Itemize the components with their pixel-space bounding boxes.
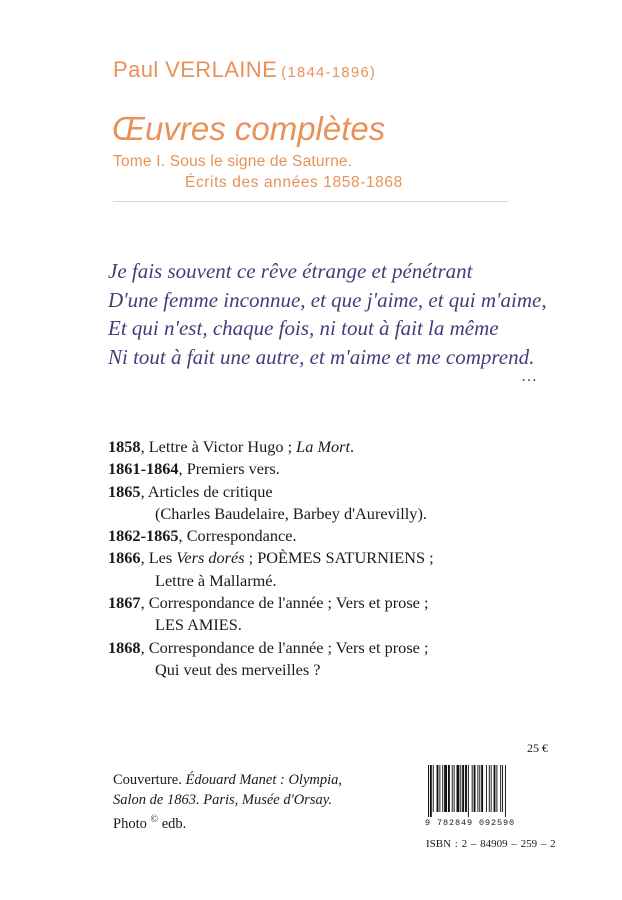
poem-line: Et qui n'est, chaque fois, ni tout à fait la même: [108, 316, 499, 340]
barcode-bar: [433, 765, 434, 812]
credit-artwork: Édouard Manet : Olympia,: [185, 772, 343, 788]
barcode-bar: [430, 765, 432, 817]
barcode-bar: [481, 765, 483, 812]
chronology-year: 1861-1864: [108, 459, 179, 479]
barcode: [427, 765, 542, 817]
chronology-list: [108, 436, 434, 681]
chronology-item: [108, 481, 434, 503]
barcode-bar: [457, 765, 460, 812]
poem-line: Ni tout à fait une autre, et m'aime et me comprend.: [108, 344, 535, 369]
barcode-bar: [442, 765, 443, 812]
chronology-continuation: LES AMIES.: [155, 615, 242, 635]
chronology-text: .: [350, 437, 355, 456]
author-heading: [113, 57, 376, 83]
isbn-label: ISBN : 2 – 84909 – 259 – 2: [426, 838, 556, 850]
tome-subtitle: Tome I. Sous le signe de Saturne.: [113, 153, 353, 170]
chronology-item: [108, 547, 434, 569]
barcode-bar: [460, 765, 461, 812]
barcode-bar: [439, 765, 440, 812]
credit-photo: Photo: [113, 815, 147, 832]
barcode-bar: [452, 765, 453, 812]
barcode-bar: [437, 765, 439, 812]
barcode-bar: [474, 765, 476, 812]
barcode-bar: [448, 765, 450, 812]
copyright-symbol: ©: [150, 814, 159, 825]
chronology-item: [108, 592, 434, 614]
chronology-continuation: (Charles Baudelaire, Barbey d'Aurevilly).: [155, 503, 427, 523]
chronology-year: 1868: [108, 637, 141, 657]
chronology-year: 1866: [108, 548, 141, 568]
chronology-item: [108, 458, 434, 480]
barcode-bar: [479, 765, 480, 812]
barcode-bars: [428, 765, 506, 817]
cover-credit: [113, 771, 342, 834]
price-label: 25 €: [527, 741, 548, 755]
barcode-bar: [500, 765, 501, 812]
barcode-digits: 9 782849 092590: [425, 818, 516, 828]
barcode-bar: [489, 765, 490, 812]
chronology-year: 1862-1865: [108, 526, 179, 546]
barcode-bar: [468, 765, 469, 817]
author-name: Paul VERLAINE: [113, 57, 278, 82]
chronology-italic: Vers dorés: [176, 548, 245, 568]
credit-couverture: Couverture.: [113, 772, 182, 788]
book-title: Œuvres complètes: [112, 110, 386, 147]
author-years: (1844-1896): [281, 64, 377, 81]
barcode-bar: [428, 765, 429, 817]
chronology-text: , Les: [140, 548, 177, 568]
chronology-item: [108, 637, 434, 659]
poem-ellipsis: …: [521, 368, 540, 385]
chronology-item: [108, 525, 434, 547]
barcode-bar: [491, 765, 492, 812]
chronology-year: 1858: [108, 437, 141, 456]
credit-line: [113, 791, 342, 811]
barcode-bar: [462, 765, 464, 812]
poem-excerpt: [108, 257, 547, 371]
chronology-year: 1867: [108, 593, 141, 613]
chronology-text: , Correspondance de l'année ; Vers et prose ;: [140, 593, 429, 613]
chronology-text: , Correspondance de l'année ; Vers et prose ;: [140, 637, 429, 657]
chronology-text: , Correspondance.: [178, 526, 297, 546]
barcode-bar: [502, 765, 503, 812]
barcode-bar: [486, 765, 487, 812]
barcode-bar: [465, 765, 467, 812]
barcode-bar: [496, 765, 497, 812]
chronology-italic: La Mort: [296, 437, 351, 456]
chronology-text: , Lettre à Victor Hugo ;: [140, 437, 297, 456]
barcode-bar: [505, 765, 506, 817]
chronology-continuation: Qui veut des merveilles ?: [155, 659, 321, 679]
chronology-text: , Premiers vers.: [178, 459, 280, 479]
header-divider: [113, 201, 508, 202]
credit-photographer: edb.: [161, 815, 187, 832]
poem-line: D'une femme inconnue, et que j'aime, et qui m'aime,: [108, 287, 547, 312]
credit-salon: Salon de 1863. Paris, Musée d'Orsay.: [113, 791, 332, 808]
writings-subtitle: Écrits des années 1858-1868: [185, 174, 403, 191]
barcode-bar: [472, 765, 473, 812]
barcode-bar: [477, 765, 478, 812]
barcode-bar: [494, 765, 496, 812]
credit-line: [113, 810, 342, 834]
chronology-item: [108, 436, 434, 458]
chronology-text: ; POÈMES SATURNIENS ;: [244, 548, 434, 568]
credit-line: [113, 771, 342, 791]
barcode-bar: [444, 765, 447, 812]
barcode-bar: [454, 765, 455, 812]
chronology-continuation: Lettre à Mallarmé.: [155, 570, 277, 590]
chronology-text: , Articles de critique: [140, 481, 273, 501]
poem-line: Je fais souvent ce rêve étrange et pénétrant: [108, 259, 473, 283]
chronology-year: 1865: [108, 481, 141, 501]
